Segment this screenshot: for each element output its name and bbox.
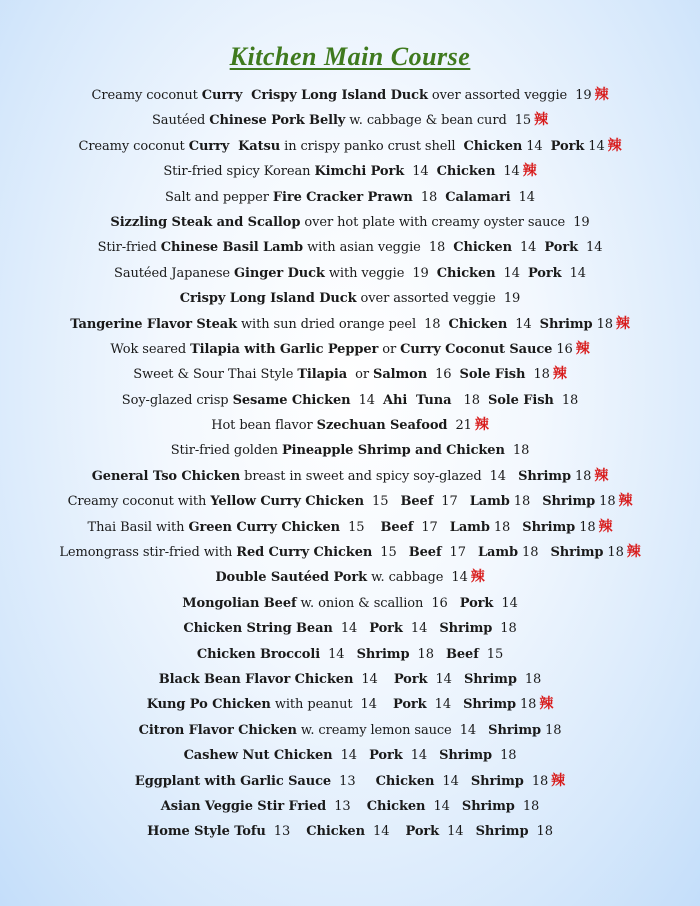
dish-text: 14 bbox=[584, 138, 605, 154]
dish-text: 14 bbox=[495, 265, 528, 281]
dish-name: Ahi Tuna bbox=[382, 392, 452, 408]
menu-item bbox=[0, 769, 700, 794]
dish-text: 15 bbox=[363, 494, 401, 510]
dish-name: Pork bbox=[550, 138, 585, 154]
dish-name: Tilapia with Garlic Pepper bbox=[190, 341, 379, 357]
dish-name: Chicken bbox=[453, 240, 512, 256]
dish-text: 18 bbox=[592, 316, 613, 332]
dish-text: w. cabbage 14 bbox=[367, 570, 468, 586]
dish-text: over assorted veggie 19 bbox=[427, 88, 592, 103]
dish-text: 14 bbox=[561, 265, 586, 281]
menu-list bbox=[0, 83, 700, 845]
spicy-icon: 辣 bbox=[575, 340, 590, 357]
dish-text: or bbox=[378, 341, 401, 357]
spicy-icon: 辣 bbox=[539, 696, 554, 713]
dish-text: in crispy panko crust shell bbox=[280, 138, 464, 154]
dish-text: 14 bbox=[364, 824, 406, 840]
menu-item bbox=[0, 185, 700, 210]
menu-item bbox=[0, 312, 700, 337]
dish-text: 17 bbox=[441, 545, 478, 561]
dish-name: Shrimp bbox=[539, 316, 593, 332]
dish-name: Lamb bbox=[469, 494, 510, 510]
dish-text: Stir-fried golden bbox=[170, 443, 282, 459]
dish-name: Calamari bbox=[445, 189, 511, 205]
dish-text: Wok seared bbox=[110, 341, 191, 357]
dish-name: Ginger Duck bbox=[234, 265, 325, 281]
dish-name: Kung Po Chicken bbox=[146, 697, 271, 713]
dish-name: Pork bbox=[527, 265, 562, 281]
dish-text: breast in sweet and spicy soy-glazed 14 bbox=[240, 468, 519, 484]
dish-text: 14 bbox=[332, 748, 370, 764]
dish-name: Sizzling Steak and Scallop bbox=[110, 214, 301, 230]
dish-text: 13 bbox=[326, 798, 367, 814]
dish-name: Pork bbox=[393, 671, 428, 687]
dish-name: Chicken bbox=[436, 265, 496, 281]
spicy-icon: 辣 bbox=[607, 137, 622, 154]
dish-text: 16 bbox=[427, 367, 460, 383]
dish-name: Shrimp bbox=[439, 748, 493, 764]
dish-name: Crispy Long Island Duck bbox=[179, 291, 357, 307]
dish-name: Home Style Tofu bbox=[147, 824, 266, 840]
dish-text: 14 bbox=[577, 240, 603, 256]
dish-name: Mongolian Beef bbox=[182, 595, 297, 611]
menu-item bbox=[0, 616, 700, 641]
dish-text: 17 bbox=[413, 519, 450, 535]
dish-text: 18 bbox=[451, 392, 488, 408]
dish-text: 18 bbox=[492, 748, 517, 764]
dish-name: Pork bbox=[544, 240, 578, 256]
dish-text: over hot plate with creamy oyster sauce 19 bbox=[300, 214, 590, 230]
dish-text: 13 bbox=[265, 824, 307, 840]
menu-item bbox=[0, 591, 700, 616]
dish-text: with sun dried orange peel 18 bbox=[236, 316, 449, 332]
dish-text: Stir-fried spicy Korean bbox=[163, 164, 315, 180]
menu-item bbox=[0, 235, 700, 260]
dish-name: Chicken bbox=[448, 316, 508, 332]
dish-text: with asian veggie 18 bbox=[303, 240, 454, 256]
dish-text: 14 bbox=[402, 621, 440, 637]
dish-text: 14 bbox=[427, 671, 464, 687]
dish-text: 14 bbox=[350, 392, 383, 408]
dish-name: Curry Katsu bbox=[188, 138, 281, 154]
dish-name: Shrimp bbox=[518, 468, 571, 484]
dish-text: 14 bbox=[434, 773, 471, 789]
dish-text: 18 bbox=[528, 824, 553, 840]
dish-name: Shrimp bbox=[463, 671, 517, 687]
dish-name: Szechuan Seafood bbox=[316, 418, 448, 434]
dish-text: 14 bbox=[426, 697, 464, 713]
dish-text: 18 bbox=[603, 545, 624, 561]
dish-text: 18 bbox=[523, 773, 549, 789]
dish-name: Pork bbox=[405, 824, 440, 840]
menu-item bbox=[0, 83, 700, 108]
menu-item bbox=[0, 565, 700, 590]
dish-text: 18 bbox=[516, 671, 542, 687]
dish-name: Chicken bbox=[436, 164, 496, 180]
dish-name: Sesame Chicken bbox=[232, 392, 351, 408]
dish-text: Creamy coconut with bbox=[67, 494, 211, 510]
dish-text: or bbox=[347, 367, 374, 383]
dish-text: 14 bbox=[511, 240, 545, 256]
dish-text: Lemongrass stir-fried with bbox=[59, 545, 237, 561]
dish-text: 14 bbox=[495, 164, 520, 180]
dish-name: Salmon bbox=[373, 367, 428, 383]
dish-name: Chinese Pork Belly bbox=[209, 113, 346, 129]
spicy-icon: 辣 bbox=[470, 569, 485, 586]
dish-name: Shrimp bbox=[542, 494, 596, 510]
dish-text: Soy-glazed crisp bbox=[121, 392, 233, 408]
menu-item bbox=[0, 134, 700, 159]
dish-text: 14 bbox=[507, 316, 540, 332]
spicy-icon: 辣 bbox=[534, 112, 548, 129]
dish-name: Sole Fish bbox=[487, 392, 554, 408]
dish-text: 18 bbox=[492, 621, 517, 637]
dish-name: Pork bbox=[369, 748, 403, 764]
dish-text: 18 bbox=[489, 519, 523, 535]
dish-text: w. creamy lemon sauce 14 bbox=[296, 722, 489, 738]
menu-item bbox=[0, 464, 700, 489]
menu-item bbox=[0, 159, 700, 184]
menu-item bbox=[0, 667, 700, 692]
dish-name: Curry Crispy Long Island Duck bbox=[201, 88, 428, 103]
dish-name: Eggplant with Garlic Sauce bbox=[134, 773, 332, 789]
dish-name: Shrimp bbox=[522, 519, 576, 535]
dish-text: 17 bbox=[433, 494, 470, 510]
dish-name: Cashew Nut Chicken bbox=[183, 748, 333, 764]
dish-text: 18 bbox=[553, 392, 579, 408]
dish-name: General Tso Chicken bbox=[91, 468, 241, 484]
spicy-icon: 辣 bbox=[522, 163, 537, 180]
dish-text: Thai Basil with bbox=[87, 519, 189, 535]
menu-item bbox=[0, 108, 700, 133]
dish-name: Pork bbox=[393, 697, 427, 713]
spicy-icon: 辣 bbox=[618, 493, 633, 510]
dish-name: Beef bbox=[400, 494, 434, 510]
menu-item bbox=[0, 413, 700, 438]
menu-item bbox=[0, 438, 700, 463]
dish-text: over assorted veggie 19 bbox=[356, 291, 521, 307]
dish-text: 15 bbox=[340, 519, 381, 535]
menu-item bbox=[0, 337, 700, 362]
dish-name: Chicken Broccoli bbox=[196, 646, 321, 662]
dish-name: Lamb bbox=[449, 519, 490, 535]
dish-text: 14 bbox=[522, 138, 551, 154]
dish-name: Citron Flavor Chicken bbox=[138, 722, 297, 738]
dish-name: Shrimp bbox=[439, 621, 493, 637]
menu-item bbox=[0, 286, 700, 311]
dish-text: 14 bbox=[404, 164, 437, 180]
dish-text: 18 bbox=[409, 646, 446, 662]
dish-name: Asian Veggie Stir Fried bbox=[160, 798, 327, 814]
dish-text: 18 bbox=[515, 697, 537, 713]
dish-text: 14 bbox=[402, 748, 440, 764]
dish-text: Sautéed Japanese bbox=[114, 265, 235, 281]
dish-text: 18 bbox=[518, 545, 551, 561]
dish-name: Yellow Curry Chicken bbox=[210, 494, 364, 510]
dish-name: Shrimp bbox=[470, 773, 524, 789]
page-title: Kitchen Main Course bbox=[229, 42, 471, 71]
dish-text: 14 bbox=[510, 189, 535, 205]
dish-name: Green Curry Chicken bbox=[188, 519, 340, 535]
menu-item bbox=[0, 718, 700, 743]
dish-name: Black Bean Flavor Chicken bbox=[158, 671, 354, 687]
dish-name: Shrimp bbox=[550, 545, 604, 561]
dish-text: Stir-fried bbox=[97, 240, 161, 256]
dish-name: Shrimp bbox=[488, 722, 542, 738]
dish-name: Chicken bbox=[306, 824, 365, 840]
dish-text: 14 bbox=[425, 798, 462, 814]
dish-text: Salt and pepper bbox=[165, 189, 273, 205]
dish-text: 14 bbox=[332, 621, 370, 637]
dish-name: Chicken bbox=[463, 138, 523, 154]
dish-text: 16 bbox=[552, 341, 573, 357]
menu-item bbox=[0, 819, 700, 844]
dish-name: Sole Fish bbox=[459, 367, 526, 383]
menu-item bbox=[0, 692, 700, 717]
spicy-icon: 辣 bbox=[594, 467, 609, 484]
dish-name: Beef bbox=[408, 545, 442, 561]
dish-text: w. cabbage & bean curd 15 bbox=[345, 113, 532, 129]
spicy-icon: 辣 bbox=[594, 87, 609, 103]
dish-name: Curry Coconut Sauce bbox=[400, 341, 553, 357]
dish-name: Pork bbox=[369, 621, 403, 637]
dish-text: 18 bbox=[412, 189, 446, 205]
dish-text: 18 bbox=[514, 798, 540, 814]
dish-text: 18 bbox=[541, 722, 562, 738]
dish-name: Shrimp bbox=[475, 824, 529, 840]
dish-name: Pineapple Shrimp and Chicken bbox=[281, 443, 505, 459]
dish-name: Double Sautéed Pork bbox=[215, 570, 368, 586]
menu-item bbox=[0, 794, 700, 819]
dish-text: 18 bbox=[575, 519, 596, 535]
dish-name: Kimchi Pork bbox=[314, 164, 405, 180]
dish-name: Pork bbox=[459, 595, 494, 611]
dish-text: 14 bbox=[320, 646, 357, 662]
dish-name: Chicken String Bean bbox=[183, 621, 333, 637]
dish-text: with veggie 19 bbox=[324, 265, 437, 281]
dish-text: Sweet & Sour Thai Style bbox=[133, 367, 298, 383]
spicy-icon: 辣 bbox=[626, 544, 641, 561]
menu-item bbox=[0, 388, 700, 413]
dish-name: Shrimp bbox=[463, 697, 516, 713]
dish-text: 14 bbox=[353, 671, 394, 687]
dish-name: Tilapia bbox=[297, 367, 348, 383]
dish-name: Red Curry Chicken bbox=[236, 545, 373, 561]
menu-item bbox=[0, 743, 700, 768]
dish-text: 15 bbox=[372, 545, 409, 561]
dish-name: Lamb bbox=[477, 545, 518, 561]
dish-name: Shrimp bbox=[356, 646, 410, 662]
dish-text: 18 bbox=[525, 367, 550, 383]
dish-name: Fire Cracker Prawn bbox=[272, 189, 413, 205]
dish-text: with peanut 14 bbox=[270, 697, 394, 713]
spicy-icon: 辣 bbox=[552, 366, 567, 383]
dish-text: Creamy coconut bbox=[91, 88, 202, 103]
menu-item bbox=[0, 261, 700, 286]
menu-item bbox=[0, 515, 700, 540]
dish-name: Beef bbox=[380, 519, 414, 535]
dish-text: 18 bbox=[570, 468, 592, 484]
menu-item bbox=[0, 489, 700, 514]
dish-text: Creamy coconut bbox=[78, 138, 189, 154]
menu-item bbox=[0, 642, 700, 667]
spicy-icon: 辣 bbox=[474, 417, 489, 434]
dish-text: 13 bbox=[331, 773, 376, 789]
dish-name: Chicken bbox=[375, 773, 435, 789]
dish-text: 18 bbox=[595, 494, 616, 510]
dish-text: Sautéed bbox=[152, 113, 210, 129]
dish-name: Chicken bbox=[366, 798, 426, 814]
dish-text: 18 bbox=[509, 494, 543, 510]
dish-text: 14 bbox=[493, 595, 518, 611]
dish-text: w. onion & scallion 16 bbox=[296, 595, 460, 611]
spicy-icon: 辣 bbox=[598, 518, 613, 535]
menu-item bbox=[0, 362, 700, 387]
dish-name: Chinese Basil Lamb bbox=[160, 240, 304, 256]
menu-item bbox=[0, 540, 700, 565]
dish-text: 21 bbox=[447, 418, 472, 434]
dish-name: Tangerine Flavor Steak bbox=[70, 316, 237, 332]
dish-text: 14 bbox=[439, 824, 476, 840]
dish-text: 18 bbox=[504, 443, 530, 459]
spicy-icon: 辣 bbox=[615, 315, 630, 332]
dish-text: 15 bbox=[478, 646, 504, 662]
dish-name: Shrimp bbox=[461, 798, 515, 814]
dish-name: Beef bbox=[445, 646, 479, 662]
menu-item bbox=[0, 210, 700, 235]
spicy-icon: 辣 bbox=[551, 772, 566, 789]
dish-text: Hot bean flavor bbox=[211, 418, 317, 434]
